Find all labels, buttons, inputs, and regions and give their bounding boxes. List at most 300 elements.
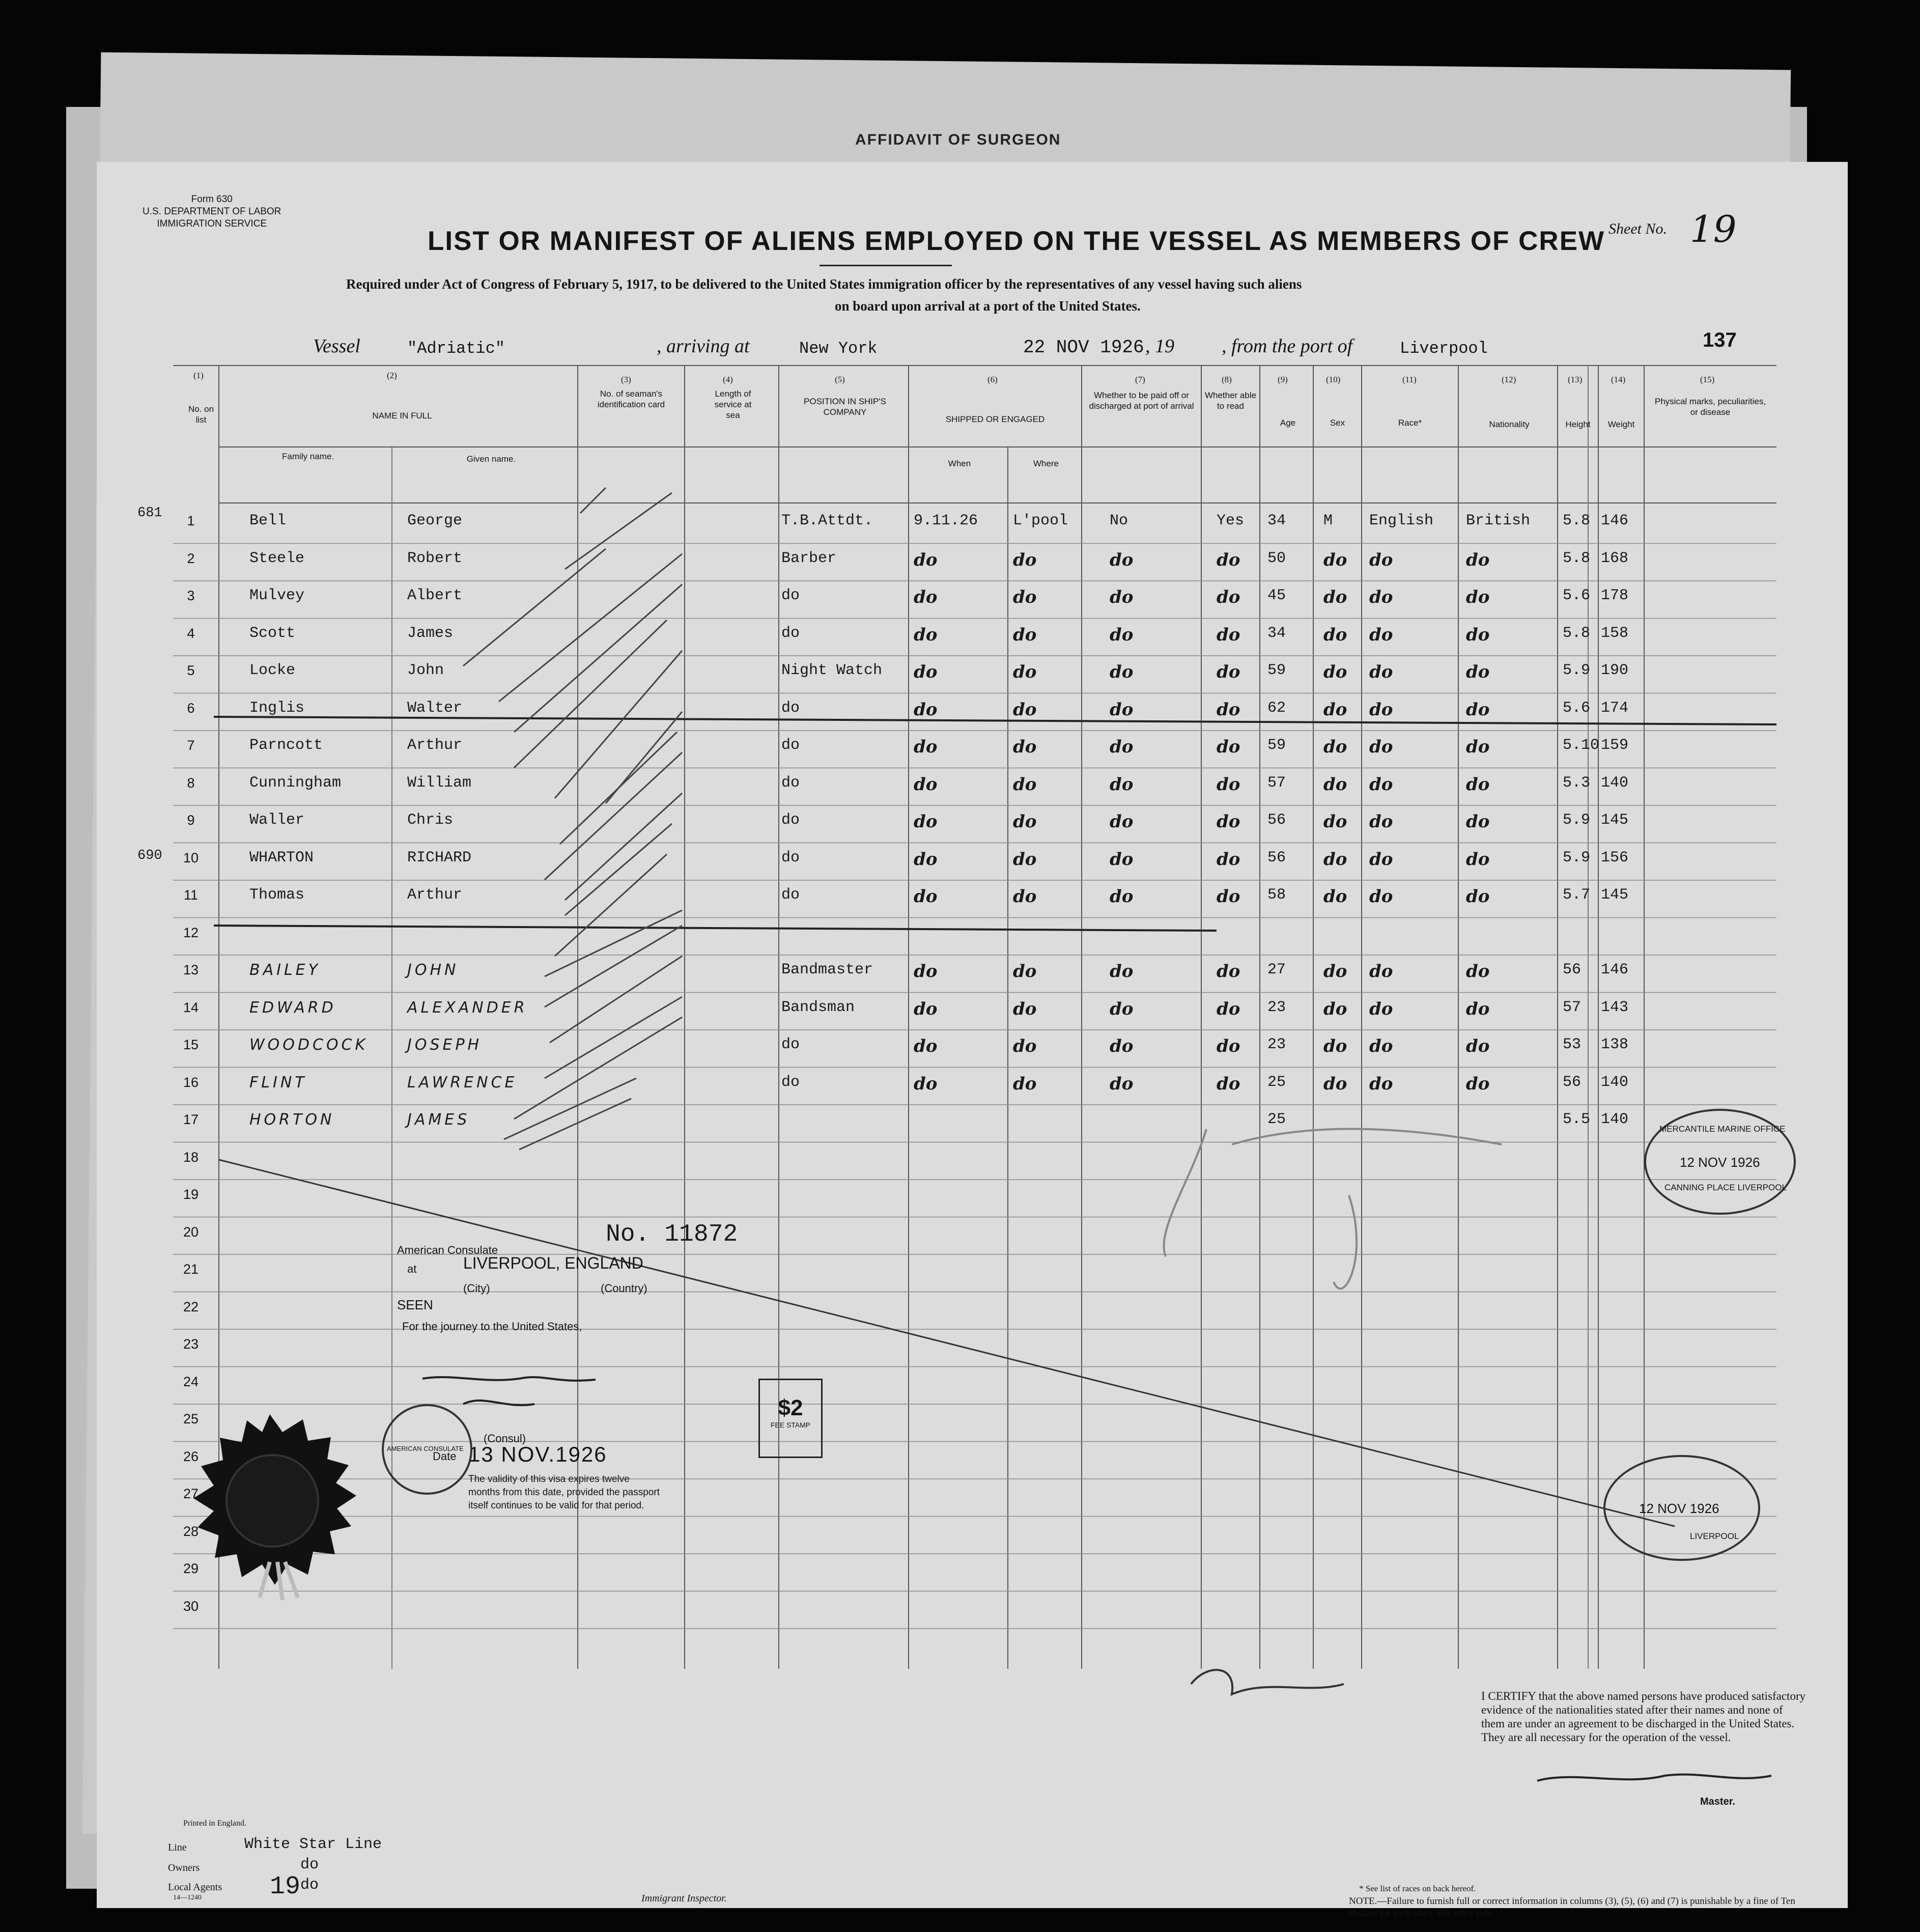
- cell-given: Robert: [407, 549, 463, 567]
- cell-where: do: [1013, 587, 1037, 607]
- cell-read: do: [1217, 849, 1240, 870]
- cell-position: do: [781, 774, 800, 792]
- cell-height: 53: [1563, 1036, 1582, 1053]
- arrival-date: 22 NOV 1926: [1023, 337, 1144, 358]
- cell-age: 34: [1267, 624, 1286, 642]
- cell-read: do: [1217, 662, 1240, 682]
- cell-paid: do: [1110, 699, 1134, 720]
- cell-given: George: [407, 512, 463, 529]
- col-where: Where: [1033, 459, 1059, 468]
- cell-height: 5.7: [1563, 886, 1591, 904]
- margin-note-690: 690: [137, 848, 162, 863]
- city-label: (City): [463, 1282, 490, 1295]
- col-num-7: (7): [1135, 375, 1145, 384]
- col-family-name: Family name.: [281, 452, 334, 461]
- marine-office-top: MERCANTILE MARINE OFFICE: [1659, 1124, 1786, 1134]
- cell-when: do: [914, 961, 938, 982]
- row-number: 26: [183, 1448, 199, 1464]
- cell-sex: do: [1323, 1036, 1347, 1056]
- cell-where: do: [1013, 961, 1037, 982]
- cell-read: do: [1217, 587, 1240, 607]
- cell-family: Inglis: [249, 699, 305, 717]
- row-number: 23: [183, 1336, 199, 1352]
- cell-where: do: [1013, 774, 1037, 795]
- cell-weight: 156: [1601, 849, 1629, 866]
- col-nationality: Nationality: [1489, 419, 1530, 429]
- col-num-1: (1): [193, 371, 204, 380]
- cell-race: do: [1369, 811, 1393, 832]
- col-num-10: (10): [1326, 375, 1341, 384]
- cell-position: do: [781, 737, 800, 754]
- row-number: 5: [187, 663, 195, 678]
- owners-value: do: [300, 1856, 319, 1873]
- visa-date-label: Date: [433, 1450, 457, 1463]
- col-name-in-full: NAME IN FULL: [372, 411, 432, 421]
- cell-race: do: [1369, 737, 1393, 757]
- cell-family: Locke: [249, 662, 296, 679]
- col-weight: Weight: [1607, 419, 1635, 429]
- cell-paid: do: [1110, 549, 1134, 570]
- cell-position: do: [781, 1036, 800, 1053]
- sheet-label: Sheet No.: [1608, 220, 1667, 237]
- cell-age: 57: [1267, 774, 1286, 792]
- cell-weight: 143: [1601, 998, 1629, 1016]
- row-number: 17: [183, 1112, 199, 1127]
- cell-read: do: [1217, 774, 1240, 795]
- cell-given: Arthur: [407, 737, 463, 754]
- cell-read: do: [1217, 961, 1240, 982]
- cell-when: do: [914, 1036, 938, 1056]
- cell-height: 5.6: [1563, 699, 1591, 717]
- cell-family: FLINT: [249, 1073, 307, 1091]
- cell-age: 58: [1267, 886, 1286, 904]
- row-number: 21: [183, 1262, 199, 1277]
- cell-nat: do: [1466, 549, 1490, 570]
- cell-nat: do: [1466, 1073, 1490, 1094]
- col-when: When: [948, 459, 971, 468]
- cell-sex: do: [1323, 998, 1347, 1019]
- col-race: Race*: [1398, 418, 1422, 428]
- col-shipped: SHIPPED OR ENGAGED: [945, 414, 1045, 424]
- cell-age: 56: [1267, 811, 1286, 829]
- cell-when: do: [914, 811, 938, 832]
- cell-read: do: [1217, 624, 1240, 645]
- page-title: LIST OR MANIFEST OF ALIENS EMPLOYED ON THE VESSEL AS MEMBERS OF CREW: [428, 226, 1605, 256]
- row-number: 14: [183, 999, 199, 1015]
- cell-height: 56: [1563, 961, 1582, 978]
- cell-race: do: [1369, 774, 1393, 795]
- row-number: 7: [187, 738, 195, 753]
- col-num-9: (9): [1278, 375, 1288, 384]
- cell-weight: 138: [1601, 1036, 1629, 1053]
- consulate-city: LIVERPOOL, ENGLAND: [463, 1254, 643, 1272]
- cell-given: James: [407, 624, 454, 642]
- cell-race: do: [1369, 849, 1393, 870]
- cell-where: do: [1013, 1036, 1037, 1056]
- from-port: Liverpool: [1400, 339, 1488, 358]
- agents-value: do: [300, 1877, 319, 1894]
- visa-number: No. 11872: [606, 1221, 738, 1248]
- fine-note: NOTE.—Failure to furnish full or correct information in columns (3), (5), (6) and (7) is punishable by a fine of Ten Dollars for each alien. See other side.: [1349, 1896, 1795, 1919]
- cell-age: 34: [1267, 512, 1286, 529]
- cell-race: do: [1369, 587, 1393, 607]
- cell-age: 25: [1267, 1073, 1286, 1091]
- cell-weight: 159: [1601, 737, 1629, 754]
- cell-sex: do: [1323, 662, 1347, 682]
- cell-height: 5.9: [1563, 662, 1591, 679]
- col-num-13: (13): [1568, 375, 1583, 384]
- cell-read: do: [1217, 998, 1240, 1019]
- from-port-label: , from the port of: [1222, 335, 1353, 357]
- col-paid-off: Whether to be paid off or discharged at port of arrival: [1089, 390, 1194, 411]
- cell-when: do: [914, 849, 938, 870]
- cell-where: do: [1013, 1073, 1037, 1094]
- cell-height: 5.9: [1563, 849, 1591, 866]
- cell-given: Walter: [407, 699, 463, 717]
- col-num-15: (15): [1700, 375, 1715, 384]
- master-label: Master.: [1700, 1796, 1735, 1807]
- cell-nat: do: [1466, 737, 1490, 757]
- at-label: at: [407, 1263, 417, 1275]
- marine-office-date-2: 12 NOV 1926: [1639, 1501, 1719, 1516]
- line-label: Line: [168, 1842, 187, 1853]
- cell-when: do: [914, 1073, 938, 1094]
- cell-height: 5.10: [1563, 737, 1600, 754]
- cell-age: 23: [1267, 998, 1286, 1016]
- cell-paid: do: [1110, 662, 1134, 682]
- row-number: 4: [187, 625, 195, 641]
- row-number: 3: [187, 588, 195, 603]
- cell-position: Bandsman: [781, 998, 855, 1016]
- cell-position: do: [781, 699, 800, 717]
- cell-weight: 140: [1601, 1111, 1629, 1128]
- cell-position: Barber: [781, 549, 837, 567]
- cell-paid: do: [1110, 886, 1134, 907]
- cell-sex: do: [1323, 699, 1347, 720]
- marine-office-date: 12 NOV 1926: [1680, 1155, 1760, 1170]
- cell-position: T.B.Attdt.: [781, 512, 873, 529]
- cell-weight: 145: [1601, 886, 1629, 904]
- cell-family: Cunningham: [249, 774, 342, 792]
- visa-validity: The validity of this visa expires twelve months from this date, provided the passport itself continues to be valid for that period.: [468, 1474, 660, 1511]
- cell-weight: 146: [1601, 512, 1629, 529]
- cell-nat: do: [1466, 1036, 1490, 1056]
- row-number: 27: [183, 1486, 199, 1501]
- row-number: 10: [183, 850, 199, 865]
- cell-nat: do: [1466, 662, 1490, 682]
- cell-position: do: [781, 849, 800, 866]
- cell-weight: 178: [1601, 587, 1629, 604]
- cell-given: RICHARD: [407, 849, 472, 866]
- printed-in-england: Printed in England.: [183, 1819, 246, 1828]
- cell-paid: do: [1110, 774, 1134, 795]
- cell-when: do: [914, 587, 938, 607]
- cell-sex: do: [1323, 849, 1347, 870]
- row-number: 30: [183, 1598, 199, 1614]
- cell-paid: do: [1110, 998, 1134, 1019]
- cell-given: JAMES: [407, 1111, 470, 1129]
- cell-read: Yes: [1217, 512, 1245, 529]
- cell-where: do: [1013, 699, 1037, 720]
- row-number: 25: [183, 1411, 199, 1426]
- cell-race: do: [1369, 624, 1393, 645]
- col-num-3: (3): [621, 375, 631, 384]
- col-num-6: (6): [987, 375, 998, 384]
- cell-when: do: [914, 549, 938, 570]
- fee-stamp-label: FEE STAMP: [770, 1421, 811, 1429]
- cell-race: do: [1369, 549, 1393, 570]
- cell-weight: 140: [1601, 1073, 1629, 1091]
- owners-label: Owners: [168, 1862, 200, 1873]
- cell-sex: do: [1323, 737, 1347, 757]
- row-number: 1: [187, 513, 195, 528]
- cell-where: do: [1013, 811, 1037, 832]
- arriving-label: , arriving at: [657, 335, 750, 357]
- col-given-name: Given name.: [466, 454, 516, 464]
- row-number: 13: [183, 962, 199, 977]
- department-name: U.S. DEPARTMENT OF LABOR: [143, 206, 281, 217]
- row-number: 12: [183, 925, 199, 940]
- cell-age: 62: [1267, 699, 1286, 717]
- manifest-page: [97, 162, 1848, 1919]
- cell-family: WHARTON: [249, 849, 314, 866]
- col-sex: Sex: [1330, 418, 1345, 428]
- cell-sex: do: [1323, 587, 1347, 607]
- cell-given: Arthur: [407, 886, 463, 904]
- service-name: IMMIGRATION SERVICE: [157, 218, 267, 229]
- form-code: 14—1240: [173, 1894, 202, 1901]
- cell-given: Albert: [407, 587, 463, 604]
- row-number: 16: [183, 1074, 199, 1090]
- cell-race: do: [1369, 998, 1393, 1019]
- cell-nat: do: [1466, 699, 1490, 720]
- cell-race: do: [1369, 699, 1393, 720]
- cell-paid: do: [1110, 737, 1134, 757]
- cell-age: 23: [1267, 1036, 1286, 1053]
- row-number: 11: [183, 887, 199, 903]
- cell-weight: 168: [1601, 549, 1629, 567]
- line-value: White Star Line: [244, 1836, 382, 1853]
- row-number: 2: [187, 550, 195, 566]
- cell-given: Chris: [407, 811, 454, 829]
- cell-where: do: [1013, 624, 1037, 645]
- cell-when: do: [914, 662, 938, 682]
- cell-age: 56: [1267, 849, 1286, 866]
- row-number: 15: [183, 1037, 199, 1052]
- col-seaman-card: No. of seaman's identification card: [597, 389, 665, 409]
- marine-office-bottom-2: LIVERPOOL: [1690, 1531, 1739, 1541]
- cell-where: do: [1013, 737, 1037, 757]
- cell-read: do: [1217, 1073, 1240, 1094]
- col-height: Height: [1565, 419, 1591, 429]
- cell-paid: do: [1110, 849, 1134, 870]
- year-label: , 19: [1145, 335, 1174, 357]
- page-number: 137: [1703, 329, 1737, 351]
- cell-height: 5.8: [1563, 624, 1591, 642]
- cell-position: Night Watch: [781, 662, 883, 679]
- cell-position: do: [781, 1073, 800, 1091]
- cell-nat: do: [1466, 774, 1490, 795]
- required-line-2: on board upon arrival at a port of the United States.: [835, 298, 1141, 314]
- cell-weight: 190: [1601, 662, 1629, 679]
- required-line-1: Required under Act of Congress of February 5, 1917, to be delivered to the United States immigration officer by the representatives of any vessel having such aliens: [346, 276, 1302, 292]
- cell-family: BAILEY: [249, 961, 321, 979]
- cell-given: LAWRENCE: [407, 1073, 518, 1091]
- col-num-11: (11): [1402, 375, 1417, 384]
- agents-label: Local Agents: [168, 1882, 222, 1893]
- cell-given: William: [407, 774, 472, 792]
- cell-nat: do: [1466, 998, 1490, 1019]
- cell-weight: 174: [1601, 699, 1629, 717]
- cell-nat: do: [1466, 849, 1490, 870]
- col-num-2: (2): [387, 371, 397, 380]
- cell-sex: do: [1323, 811, 1347, 832]
- cell-sex: do: [1323, 624, 1347, 645]
- cell-family: EDWARD: [249, 998, 336, 1017]
- row-number: 29: [183, 1561, 199, 1576]
- row-number: 28: [183, 1523, 199, 1539]
- cell-when: do: [914, 886, 938, 907]
- cell-height: 57: [1563, 998, 1582, 1016]
- seen-label: SEEN: [397, 1297, 433, 1312]
- cell-when: do: [914, 737, 938, 757]
- wax-seal: [173, 1409, 366, 1603]
- row-number: 9: [187, 813, 195, 828]
- cell-position: Bandmaster: [781, 961, 873, 978]
- cell-weight: 140: [1601, 774, 1629, 792]
- cell-position: do: [781, 624, 800, 642]
- form-number: Form 630: [191, 194, 233, 205]
- cell-paid: do: [1110, 961, 1134, 982]
- arriving-port: New York: [799, 339, 878, 358]
- fee-stamp: [758, 1379, 823, 1458]
- immigrant-inspector-label: Immigrant Inspector.: [641, 1893, 727, 1904]
- cell-where: do: [1013, 849, 1037, 870]
- cell-age: 59: [1267, 737, 1286, 754]
- master-certification: I CERTIFY that the above named persons have produced satisfactory evidence of the nationalities stated after their names and none of them are under an agreement to be discharged in the United States. They are all necessary for the operation of the vessel.: [1481, 1690, 1806, 1744]
- cell-position: do: [781, 886, 800, 904]
- cell-when: do: [914, 699, 938, 720]
- marine-office-bottom: CANNING PLACE LIVERPOOL: [1664, 1183, 1787, 1192]
- cell-family: WOODCOCK: [249, 1036, 369, 1054]
- cell-height: 5.3: [1563, 774, 1591, 792]
- races-note: * See list of races on back hereof.: [1359, 1884, 1476, 1893]
- cell-nat: do: [1466, 886, 1490, 907]
- consulate-stamp-text: AMERICAN CONSULATE: [387, 1445, 464, 1452]
- cell-given: ALEXANDER: [407, 998, 528, 1017]
- cell-when: 9.11.26: [914, 512, 978, 529]
- cell-paid: do: [1110, 1036, 1134, 1056]
- cell-nat: do: [1466, 587, 1490, 607]
- cell-where: do: [1013, 549, 1037, 570]
- row-number: 22: [183, 1299, 199, 1314]
- col-num-8: (8): [1222, 375, 1232, 384]
- row-number: 8: [187, 775, 195, 791]
- cell-race: do: [1369, 1036, 1393, 1056]
- col-age: Age: [1280, 418, 1296, 428]
- cell-nat: do: [1466, 624, 1490, 645]
- cell-nat: do: [1466, 811, 1490, 832]
- col-num-12: (12): [1502, 375, 1516, 384]
- cell-read: do: [1217, 699, 1240, 720]
- affidavit-heading: AFFIDAVIT OF SURGEON: [855, 131, 1061, 148]
- cell-sex: do: [1323, 774, 1347, 795]
- cell-family: Bell: [249, 512, 287, 529]
- country-label: (Country): [601, 1282, 647, 1295]
- cell-where: do: [1013, 998, 1037, 1019]
- cell-nat: British: [1466, 512, 1531, 529]
- cell-given: John: [407, 662, 444, 679]
- cell-sex: do: [1323, 1073, 1347, 1094]
- cell-read: do: [1217, 549, 1240, 570]
- row-number: 6: [187, 700, 195, 716]
- cell-paid: do: [1110, 811, 1134, 832]
- cell-read: do: [1217, 886, 1240, 907]
- cell-weight: 146: [1601, 961, 1629, 978]
- cell-nat: do: [1466, 961, 1490, 982]
- col-position: POSITION IN SHIP'S COMPANY: [804, 397, 886, 417]
- cell-family: Steele: [249, 549, 305, 567]
- cell-sex: do: [1323, 549, 1347, 570]
- visa-date: 13 NOV.1926: [468, 1442, 607, 1466]
- cell-height: 56: [1563, 1073, 1582, 1091]
- cell-sex: M: [1323, 512, 1333, 529]
- row-number: 18: [183, 1149, 199, 1165]
- cell-race: do: [1369, 886, 1393, 907]
- cell-paid: do: [1110, 624, 1134, 645]
- cell-age: 59: [1267, 662, 1286, 679]
- col-able-read: Whether able to read: [1204, 390, 1257, 411]
- col-num-4: (4): [723, 375, 733, 384]
- consul-label: (Consul): [484, 1432, 526, 1445]
- cell-paid: No: [1110, 512, 1128, 529]
- agents-number: 19: [270, 1872, 301, 1901]
- cell-family: Parncott: [249, 737, 323, 754]
- col-num-14: (14): [1611, 375, 1626, 384]
- cell-age: 25: [1267, 1111, 1286, 1128]
- cell-given: JOHN: [407, 961, 459, 979]
- cell-when: do: [914, 998, 938, 1019]
- cell-position: do: [781, 811, 800, 829]
- consulate-label: American Consulate: [397, 1244, 498, 1256]
- row-number: 20: [183, 1224, 199, 1240]
- row-number: 24: [183, 1374, 199, 1389]
- col-num-5: (5): [835, 375, 845, 384]
- cell-position: do: [781, 587, 800, 604]
- cell-paid: do: [1110, 1073, 1134, 1094]
- fee-amount: $2: [778, 1395, 803, 1420]
- margin-note-681: 681: [137, 506, 162, 521]
- cell-race: do: [1369, 662, 1393, 682]
- cell-read: do: [1217, 737, 1240, 757]
- cell-given: JOSEPH: [407, 1036, 483, 1054]
- col-physical-marks: Physical marks, peculiarities, or disease: [1654, 397, 1766, 417]
- cell-when: do: [914, 774, 938, 795]
- cell-read: do: [1217, 811, 1240, 832]
- row-number: 19: [183, 1187, 199, 1202]
- cell-race: do: [1369, 1073, 1393, 1094]
- cell-family: HORTON: [249, 1111, 335, 1129]
- journey-label: For the journey to the United States,: [402, 1320, 582, 1333]
- cell-sex: do: [1323, 886, 1347, 907]
- cell-sex: do: [1323, 961, 1347, 982]
- cell-age: 50: [1267, 549, 1286, 567]
- col-length-service: Length of service at sea: [714, 389, 752, 420]
- cell-family: Scott: [249, 624, 296, 642]
- sheet-number: 19: [1690, 208, 1737, 250]
- cell-age: 45: [1267, 587, 1286, 604]
- cell-height: 5.8: [1563, 512, 1591, 529]
